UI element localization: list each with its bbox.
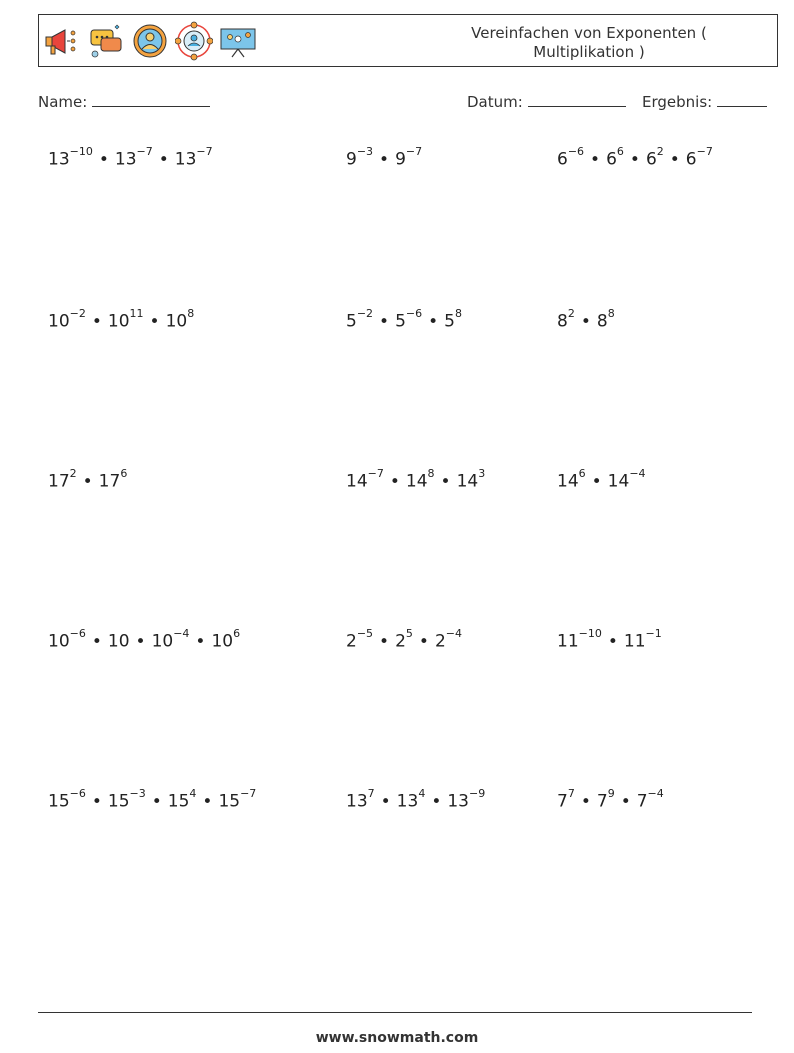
multiply-dot: • [202, 791, 213, 812]
multiply-dot: • [580, 311, 591, 332]
base: 17 [98, 471, 121, 492]
base: 11 [557, 631, 579, 652]
user-circle-icon [131, 21, 169, 61]
chat-bubbles-icon [87, 21, 125, 61]
exponent: 7 [567, 787, 575, 800]
header-icons [43, 21, 257, 61]
exponent: 11 [129, 307, 144, 320]
exponent: 2 [69, 467, 77, 480]
base: 6 [685, 149, 697, 170]
title-line-2: Multiplikation ) [533, 43, 645, 61]
exponent: −2 [356, 307, 374, 320]
exponent: 2 [656, 145, 664, 158]
exponent: −4 [445, 627, 462, 640]
problem-12 [557, 627, 662, 652]
base: 9 [395, 149, 406, 170]
exponent: −10 [69, 145, 93, 158]
exponent: 6 [233, 627, 241, 640]
multiply-dot: • [629, 149, 640, 170]
problem-3 [557, 145, 713, 170]
problem-1 [48, 145, 213, 170]
result-label: Ergebnis: [642, 93, 713, 111]
base: 15 [107, 791, 130, 812]
base: 13 [447, 791, 469, 812]
multiply-dot: • [428, 311, 439, 332]
exponent: −7 [405, 145, 423, 158]
name-field [38, 92, 210, 111]
multiply-dot: • [580, 791, 591, 812]
title-line-1: Vereinfachen von Exponenten ( [471, 24, 707, 42]
base: 14 [607, 471, 630, 492]
exponent: 6 [578, 467, 586, 480]
worksheet-header [38, 14, 778, 67]
base: 2 [346, 631, 357, 652]
base: 13 [48, 149, 70, 170]
problem-6 [557, 307, 615, 332]
presentation-icon [219, 21, 257, 61]
base: 10 [48, 311, 70, 332]
megaphone-icon [43, 21, 81, 61]
problem-14 [346, 787, 486, 812]
date-field [467, 92, 626, 111]
exponent: −6 [69, 787, 86, 800]
base: 5 [395, 311, 406, 332]
exponent: −2 [69, 307, 86, 320]
multiply-dot: • [135, 631, 146, 652]
multiply-dot: • [669, 149, 680, 170]
multiply-dot: • [380, 791, 391, 812]
exponent: 8 [427, 467, 435, 480]
base: 8 [596, 311, 608, 332]
base: 15 [167, 791, 190, 812]
multiply-dot: • [620, 791, 631, 812]
result-blank[interactable] [717, 92, 767, 107]
problem-15 [557, 787, 664, 812]
base: 10 [151, 631, 174, 652]
worksheet-title [439, 24, 739, 62]
base: 8 [557, 311, 568, 332]
multiply-dot: • [91, 631, 102, 652]
base: 14 [557, 471, 579, 492]
exponent: −1 [645, 627, 662, 640]
multiply-dot: • [379, 311, 390, 332]
multiply-dot: • [91, 791, 102, 812]
base: 11 [623, 631, 646, 652]
base: 2 [395, 631, 406, 652]
base: 7 [596, 791, 608, 812]
base: 7 [636, 791, 648, 812]
exponent: 4 [189, 787, 197, 800]
base: 7 [557, 791, 568, 812]
exponent: −3 [356, 145, 374, 158]
base: 13 [174, 149, 197, 170]
footer-divider [38, 1012, 752, 1013]
base: 6 [557, 149, 568, 170]
base: 10 [211, 631, 234, 652]
network-user-icon [175, 21, 213, 61]
multiply-dot: • [607, 631, 618, 652]
base: 5 [444, 311, 455, 332]
exponent: −3 [129, 787, 146, 800]
base: 13 [346, 791, 368, 812]
name-label: Name: [38, 93, 88, 111]
problem-4 [48, 307, 195, 332]
exponent: 4 [418, 787, 426, 800]
exponent: −4 [629, 467, 646, 480]
multiply-dot: • [98, 149, 109, 170]
exponent: −7 [367, 467, 384, 480]
exponent: 3 [478, 467, 486, 480]
problem-5 [346, 307, 462, 332]
exponent: 6 [120, 467, 128, 480]
multiply-dot: • [389, 471, 400, 492]
multiply-dot: • [379, 631, 390, 652]
exponent: 8 [187, 307, 195, 320]
base: 13 [396, 791, 419, 812]
multiply-dot: • [418, 631, 429, 652]
exponent: 8 [607, 307, 615, 320]
base: 10 [165, 311, 188, 332]
multiply-dot: • [591, 471, 602, 492]
exponent: −6 [567, 145, 585, 158]
exponent: 6 [616, 145, 624, 158]
problem-13 [48, 787, 257, 812]
base: 15 [218, 791, 241, 812]
exponent: −7 [240, 787, 257, 800]
exponent: −6 [405, 307, 423, 320]
multiply-dot: • [195, 631, 206, 652]
exponent: −7 [136, 145, 153, 158]
problem-2 [346, 145, 423, 170]
exponent: −7 [696, 145, 713, 158]
exponent: −4 [647, 787, 664, 800]
base: 14 [346, 471, 368, 492]
problem-9 [557, 467, 646, 492]
base: 6 [645, 149, 657, 170]
exponent: 9 [607, 787, 615, 800]
multiply-dot: • [82, 471, 93, 492]
exponent: −6 [69, 627, 86, 640]
base: 10 [48, 631, 70, 652]
exponent: −5 [356, 627, 374, 640]
footer-url: www.snowmath.com [315, 1030, 479, 1046]
base: 9 [346, 149, 357, 170]
result-field [642, 92, 767, 111]
exponent: −7 [196, 145, 213, 158]
base: 14 [405, 471, 428, 492]
base: 10 [107, 631, 130, 652]
problem-8 [346, 467, 486, 492]
multiply-dot: • [149, 311, 160, 332]
exponent: 7 [367, 787, 375, 800]
base: 13 [114, 149, 137, 170]
problem-11 [346, 627, 462, 652]
problem-7 [48, 467, 128, 492]
exponent: −10 [578, 627, 602, 640]
exponent: −9 [468, 787, 486, 800]
base: 14 [456, 471, 479, 492]
date-label: Datum: [467, 93, 523, 111]
date-blank[interactable] [528, 92, 626, 107]
base: 2 [434, 631, 446, 652]
base: 6 [606, 149, 617, 170]
exponent: −4 [173, 627, 190, 640]
base: 15 [48, 791, 70, 812]
base: 10 [107, 311, 130, 332]
exponent: 8 [454, 307, 462, 320]
base: 17 [48, 471, 70, 492]
multiply-dot: • [590, 149, 601, 170]
name-blank[interactable] [92, 92, 210, 107]
problem-10 [48, 627, 241, 652]
base: 5 [346, 311, 357, 332]
exponent: 2 [567, 307, 575, 320]
exponent: 5 [405, 627, 413, 640]
multiply-dot: • [440, 471, 451, 492]
multiply-dot: • [158, 149, 169, 170]
multiply-dot: • [379, 149, 390, 170]
multiply-dot: • [91, 311, 102, 332]
multiply-dot: • [151, 791, 162, 812]
multiply-dot: • [431, 791, 442, 812]
